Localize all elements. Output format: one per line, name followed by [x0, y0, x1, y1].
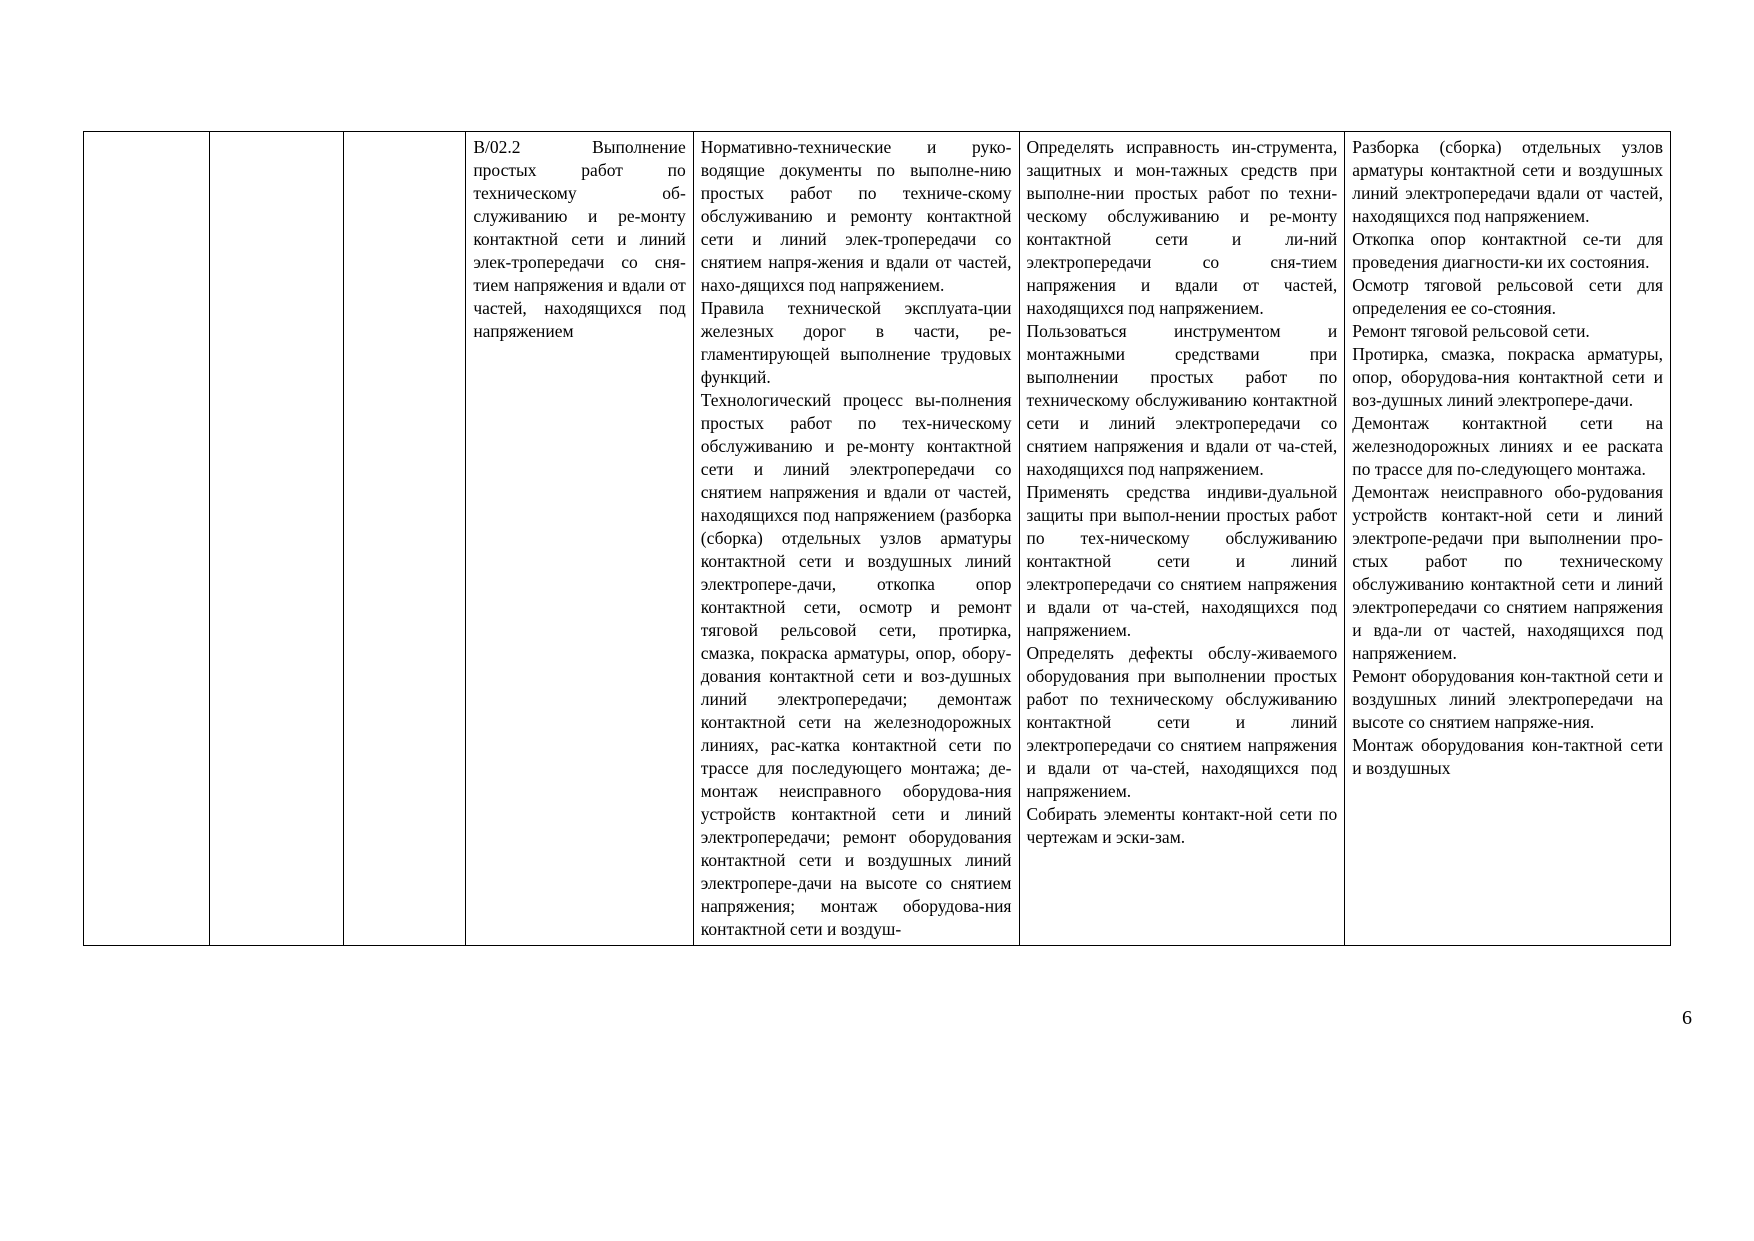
- table-row: [84, 132, 1671, 946]
- table-cell-function-code: [466, 132, 693, 946]
- actions-paragraph-5: Протирка, смазка, покраска арматуры, опор, оборудова-ния контактной сети и воз-душных линий электропере-дачи.: [1352, 344, 1663, 410]
- knowledge-paragraph-2: Правила технической эксплуата-ции железных дорог в части, ре-гламентирующей выполнение трудовых функций.: [700, 298, 1012, 387]
- knowledge-paragraph-3: Технологический процесс вы-полнения простых работ по тех-ническому обслуживанию и ре-монту контактной сети и линий электропередачи со снятием напряжения и вдали от частей, находящихся под напряжением (разборка (сборка) отдельных узлов арматуры контактной сети и воздушных линий электропере-дачи, откопка опор контактной сети, осмотр и ремонт тяговой рельсовой сети, протирка, смазка, покраска арматуры, опор, обору-дования контактной сети и воз-душных линий электропередачи; демонтаж контактной сети на железнодорожных линиях, рас-катка контактной сети по трассе для последующего монтажа; де-монтаж неисправного оборудова-ния устройств контактной сети и линий электропередачи; ремонт оборудования контактной сети и воздушных линий электропере-дачи на высоте со снятием напряжения; монтаж оборудова-ния контактной сети и воздуш-: [700, 390, 1012, 939]
- qualification-table: [83, 131, 1671, 946]
- page-number: 6: [1682, 1007, 1692, 1029]
- skills-paragraph-5: Собирать элементы контакт-ной сети по чертежам и эски-зам.: [1026, 804, 1338, 847]
- function-code-text: B/02.2 Выполнение простых работ по техническому об-служиванию и ре-монту контактной сети и линий элек-тропередачи со сня-тием напряжения и вдали от частей, находящихся под напряжением: [473, 137, 686, 341]
- actions-paragraph-9: Монтаж оборудования кон-тактной сети и воздушных: [1352, 735, 1663, 778]
- skills-paragraph-2: Пользоваться инструментом и монтажными средствами при выполнении простых работ по техническому обслуживанию контактной сети и линий электропередачи со снятием напряжения и вдали от ча-стей, находящихся под напряжением.: [1026, 321, 1338, 479]
- skills-paragraph-3: Применять средства индиви-дуальной защиты при выпол-нении простых работ по тех-ническому обслуживанию контактной сети и линий электропередачи со снятием напряжения и вдали от ча-стей, находящихся под напряжением.: [1026, 482, 1338, 640]
- actions-paragraph-4: Ремонт тяговой рельсовой сети.: [1352, 321, 1590, 341]
- actions-paragraph-1: Разборка (сборка) отдельных узлов арматуры контактной сети и воздушных линий электропередачи вдали от частей, находящихся под напряжением.: [1352, 137, 1663, 226]
- skills-paragraph-4: Определять дефекты обслу-живаемого оборудования при выполнении простых работ по техническому обслуживанию контактной сети и линий электропередачи со снятием напряжения и вдали от ча-стей, находящихся под напряжением.: [1026, 643, 1338, 801]
- table-cell-c: [343, 132, 466, 946]
- actions-paragraph-3: Осмотр тяговой рельсовой сети для определения ее со-стояния.: [1352, 275, 1663, 318]
- table-cell-a: [84, 132, 210, 946]
- table-cell-skills: [1019, 132, 1345, 946]
- skills-paragraph-1: Определять исправность ин-струмента, защитных и мон-тажных средств при выполне-нии простых работ по техни-ческому обслуживанию и ре-монту контактной сети и ли-ний электропередачи со сня-тием напряжения и вдали от частей, находящихся под напряжением.: [1026, 137, 1338, 318]
- knowledge-paragraph-1: Нормативно-технические и руко-водящие документы по выполне-нию простых работ по техниче-скому обслуживанию и ремонту контактной сети и линий элек-тропередачи со снятием напря-жения и вдали от частей, нахо-дящихся под напряжением.: [700, 137, 1012, 295]
- table-cell-actions: [1345, 132, 1671, 946]
- actions-paragraph-8: Ремонт оборудования кон-тактной сети и воздушных линий электропередачи на высоте со снятием напряже-ния.: [1352, 666, 1663, 732]
- table-cell-knowledge: [693, 132, 1019, 946]
- actions-paragraph-2: Откопка опор контактной се-ти для проведения диагности-ки их состояния.: [1352, 229, 1663, 272]
- actions-paragraph-7: Демонтаж неисправного обо-рудования устройств контакт-ной сети и линий электропе-редачи при выполнении про-стых работ по техническому обслуживанию контактной сети и линий электропередачи со снятием напряжения и вда-ли от частей, находящихся под напряжением.: [1352, 482, 1663, 663]
- actions-paragraph-6: Демонтаж контактной сети на железнодорожных линиях и ее раската по трассе для по-следующего монтажа.: [1352, 413, 1663, 479]
- table-cell-b: [210, 132, 343, 946]
